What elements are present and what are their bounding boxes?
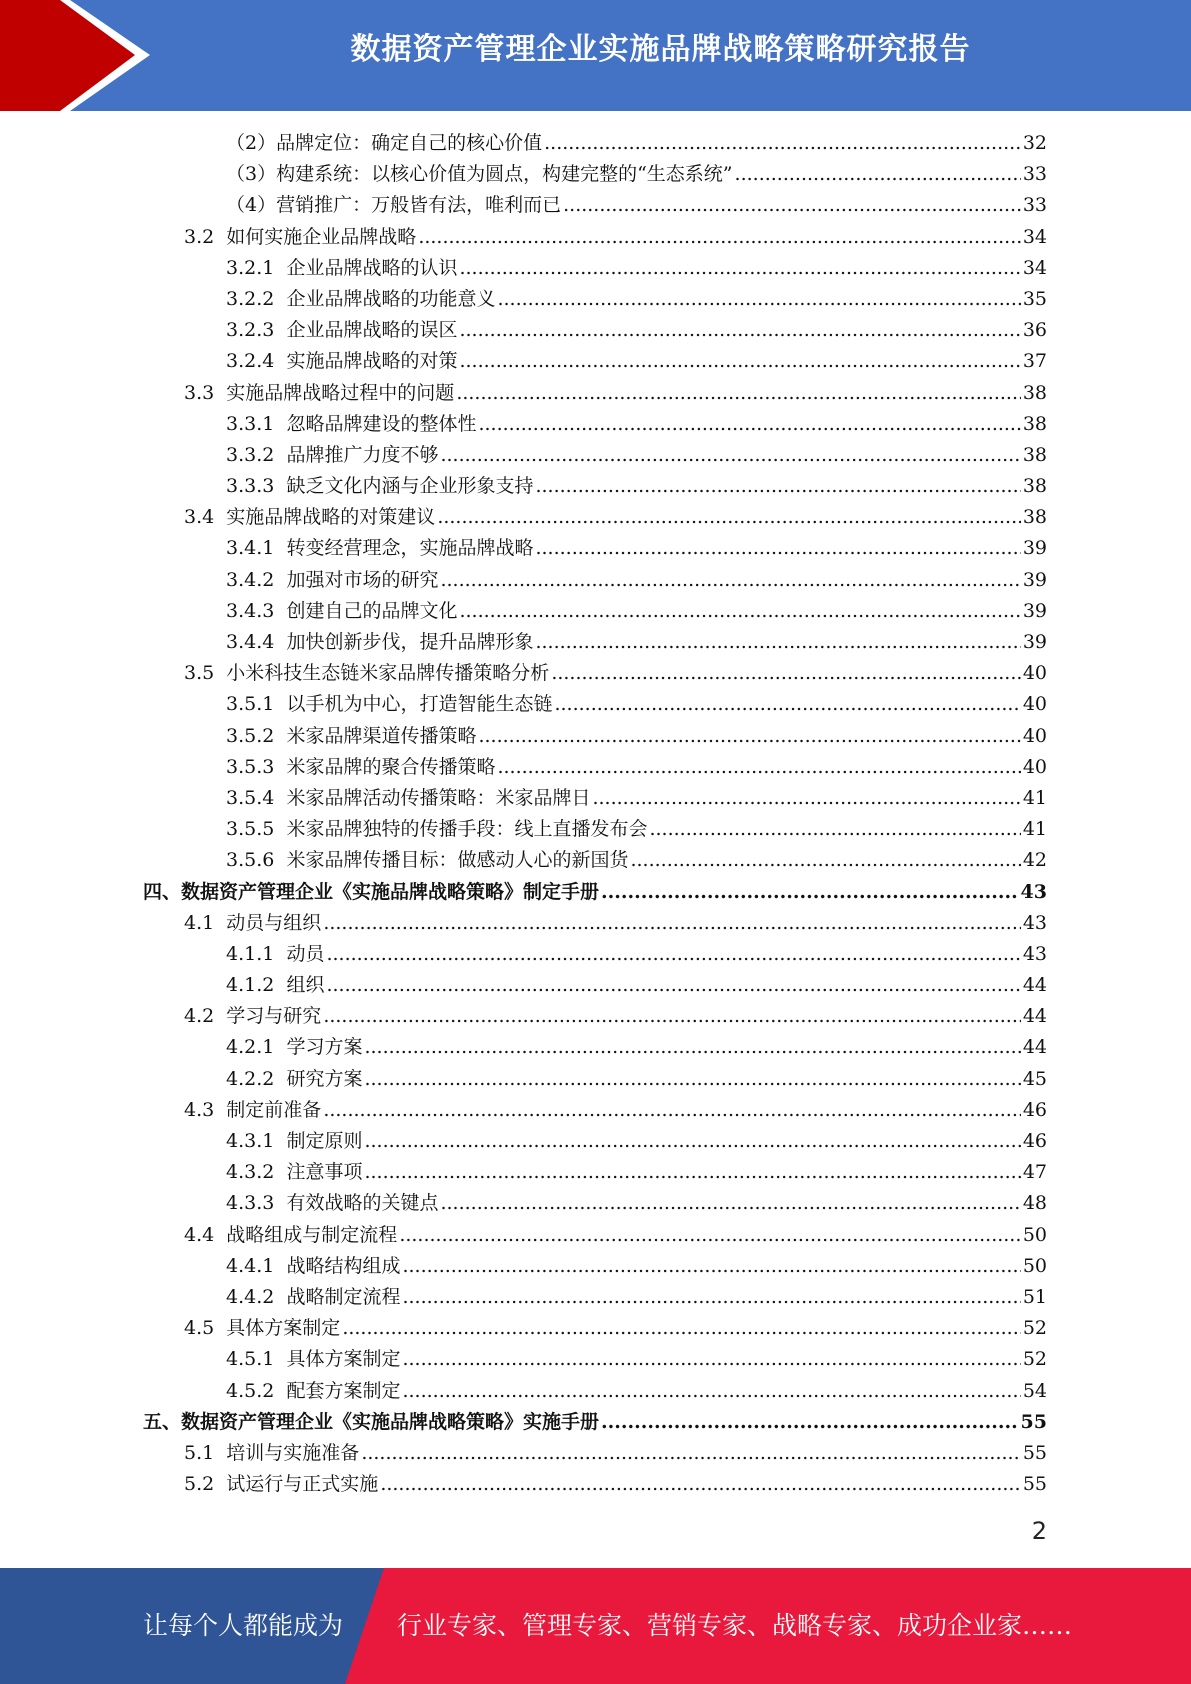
toc-entry-number: 3.4 [184, 506, 227, 529]
toc-dot-leader [535, 533, 1020, 564]
toc-entry[interactable] [0, 190, 1047, 221]
toc-dot-leader [323, 1095, 1021, 1126]
toc-entry-title: 小米科技生态链米家品牌传播策略分析 [226, 662, 550, 685]
toc-entry-title: 加强对市场的研究 [286, 568, 439, 591]
toc-entry-page: 43 [1022, 942, 1047, 965]
toc-entry-number: 3.2.3 [226, 319, 287, 342]
toc-dot-leader [402, 1376, 1020, 1407]
toc-entry-page: 35 [1022, 287, 1047, 310]
toc-entry[interactable] [0, 159, 1047, 190]
toc-entry-number: 3.2.2 [226, 287, 287, 310]
toc-entry-number: 四、 [143, 880, 182, 903]
page-header [0, 0, 1191, 111]
toc-entry-number: 4.3.3 [226, 1192, 287, 1215]
toc-entry-page: 41 [1022, 818, 1047, 841]
toc-entry-page: 38 [1022, 443, 1047, 466]
toc-dot-leader [364, 1126, 1020, 1157]
toc-dot-leader [399, 1220, 1021, 1251]
toc-entry-title: 加快创新步伐，提升品牌形象 [286, 631, 534, 653]
toc-dot-leader [361, 1438, 1021, 1469]
toc-entry-page: 44 [1022, 1005, 1047, 1028]
toc-entry[interactable] [0, 627, 1047, 658]
toc-entry-page: 52 [1022, 1317, 1047, 1340]
toc-entry-title: 学习方案 [286, 1036, 363, 1059]
toc-entry-title: 实施品牌战略过程中的问题 [226, 381, 455, 404]
toc-dot-leader [326, 939, 1020, 970]
toc-entry[interactable] [0, 658, 1047, 689]
toc-entry-page: 44 [1022, 1036, 1047, 1059]
toc-entry-title: 配套方案制定 [286, 1379, 401, 1402]
toc-entry-page: 39 [1022, 631, 1047, 653]
toc-entry-title: 数据资产管理企业《实施品牌战略策略》实施手册 [181, 1410, 600, 1433]
page-footer [0, 1568, 1191, 1684]
toc-entry-number: 4.5.1 [226, 1348, 287, 1371]
toc-entry-number: 3.3 [184, 381, 227, 404]
toc-entry[interactable] [0, 721, 1047, 752]
toc-entry-page: 52 [1022, 1348, 1047, 1371]
toc-entry[interactable] [0, 1251, 1047, 1282]
toc-entry-number: 3.3.1 [226, 412, 287, 435]
toc-entry[interactable] [0, 1188, 1047, 1219]
toc-entry-number: 3.5.3 [226, 755, 287, 778]
toc-entry[interactable] [0, 1407, 1047, 1438]
toc-dot-leader [649, 814, 1020, 845]
header-arrow-decoration [0, 0, 160, 111]
footer-slogan-left: 让每个人都能成为 [143, 1611, 344, 1640]
toc-dot-leader [402, 1282, 1020, 1313]
footer-slogan-right: 行业专家、管理专家、营销专家、战略专家、成功企业家…… [397, 1611, 1073, 1640]
toc-entry-page: 39 [1022, 568, 1047, 591]
toc-entry[interactable] [0, 877, 1047, 908]
toc-entry-title: 品牌定位：确定自己的核心价值 [276, 132, 543, 154]
toc-entry-page: 51 [1022, 1285, 1047, 1308]
toc-dot-leader [380, 1469, 1021, 1500]
toc-dot-leader [592, 783, 1020, 814]
toc-entry-page: 40 [1022, 755, 1047, 778]
toc-entry-number: 3.4.4 [226, 631, 287, 653]
toc-entry-page: 50 [1022, 1223, 1047, 1246]
toc-dot-leader [456, 378, 1021, 409]
toc-entry[interactable] [0, 939, 1047, 970]
toc-dot-leader [323, 908, 1021, 939]
toc-entry-number: （3） [226, 163, 277, 186]
toc-entry-page: 38 [1022, 506, 1047, 529]
toc-entry-number: 4.4 [184, 1223, 227, 1246]
toc-entry[interactable] [0, 128, 1047, 159]
toc-entry[interactable] [0, 1001, 1047, 1032]
toc-entry-title: 实施品牌战略的对策 [286, 350, 458, 373]
toc-entry-number: 4.3 [184, 1098, 227, 1121]
toc-entry[interactable] [0, 970, 1047, 1001]
toc-entry-title: 创建自己的品牌文化 [286, 599, 458, 622]
toc-entry[interactable] [0, 1344, 1047, 1375]
toc-dot-leader [437, 502, 1021, 533]
toc-entry-title: 战略组成与制定流程 [226, 1223, 398, 1246]
toc-entry-number: 4.3.2 [226, 1161, 287, 1184]
toc-entry[interactable] [0, 315, 1047, 346]
toc-entry-page: 43 [1022, 911, 1047, 934]
toc-dot-leader [364, 1032, 1020, 1063]
toc-entry-number: 4.1.1 [226, 942, 287, 965]
toc-dot-leader [497, 752, 1020, 783]
toc-entry-number: （2） [226, 132, 277, 154]
toc-entry-page: 40 [1022, 693, 1047, 716]
toc-dot-leader [497, 284, 1020, 315]
toc-dot-leader [342, 1313, 1021, 1344]
toc-entry-page: 33 [1022, 194, 1047, 217]
toc-entry[interactable] [0, 222, 1047, 253]
toc-entry-title: 转变经营理念，实施品牌战略 [286, 537, 534, 560]
toc-entry-title: 构建系统：以核心价值为圆点，构建完整的“生态系统” [276, 163, 733, 186]
toc-entry-page: 48 [1022, 1192, 1047, 1215]
toc-entry-number: 3.5 [184, 662, 227, 685]
toc-entry-title: 米家品牌的聚合传播策略 [286, 755, 496, 778]
toc-entry[interactable] [0, 596, 1047, 627]
toc-entry-page: 33 [1022, 163, 1047, 186]
toc-entry-number: 4.2.2 [226, 1067, 287, 1090]
toc-entry[interactable] [0, 1220, 1047, 1251]
toc-entry[interactable] [0, 1032, 1047, 1063]
toc-entry[interactable] [0, 346, 1047, 377]
toc-entry-page: 43 [1020, 880, 1047, 903]
toc-entry-title: 数据资产管理企业《实施品牌战略策略》制定手册 [181, 880, 600, 903]
toc-entry-page: 55 [1022, 1473, 1047, 1496]
toc-entry-page: 36 [1022, 319, 1047, 342]
toc-entry-number: 4.2.1 [226, 1036, 287, 1059]
toc-entry-page: 55 [1022, 1441, 1047, 1464]
toc-entry-title: 组织 [286, 974, 325, 997]
toc-dot-leader [402, 1344, 1020, 1375]
toc-entry-page: 41 [1022, 786, 1047, 809]
toc-entry[interactable] [0, 1282, 1047, 1313]
toc-entry[interactable] [0, 1095, 1047, 1126]
toc-entry-page: 37 [1022, 350, 1047, 373]
toc-dot-leader [440, 1188, 1020, 1219]
toc-dot-leader [601, 1407, 1019, 1438]
toc-entry-title: 营销推广：万般皆有法，唯利而已 [276, 194, 562, 217]
toc-dot-leader [440, 565, 1020, 596]
toc-entry-number: 3.5.5 [226, 818, 287, 841]
toc-entry-title: 企业品牌战略的认识 [286, 256, 458, 279]
toc-entry-title: 制定前准备 [226, 1098, 322, 1121]
toc-entry-title: 品牌推广力度不够 [286, 443, 439, 466]
toc-dot-leader [535, 471, 1020, 502]
toc-entry-page: 40 [1022, 724, 1047, 747]
toc-entry-number: 4.5 [184, 1317, 227, 1340]
toc-entry-title: 缺乏文化内涵与企业形象支持 [286, 475, 534, 498]
toc-entry-page: 39 [1022, 599, 1047, 622]
toc-entry-number: 4.3.1 [226, 1130, 287, 1152]
toc-dot-leader [326, 970, 1020, 1001]
toc-entry-title: 注意事项 [286, 1161, 363, 1184]
toc-entry-page: 45 [1022, 1067, 1047, 1090]
toc-entry-number: 4.2 [184, 1005, 227, 1028]
toc-entry[interactable] [0, 1469, 1047, 1500]
toc-entry-number: 3.5.4 [226, 786, 287, 809]
toc-entry[interactable] [0, 284, 1047, 315]
toc-dot-leader [551, 658, 1021, 689]
toc-dot-leader [601, 877, 1019, 908]
toc-entry[interactable] [0, 440, 1047, 471]
toc-entry-page: 34 [1022, 256, 1047, 279]
toc-entry[interactable] [0, 1313, 1047, 1344]
toc-entry[interactable] [0, 814, 1047, 845]
toc-entry-page: 47 [1022, 1161, 1047, 1184]
toc-dot-leader [364, 1157, 1020, 1188]
toc-entry-title: 实施品牌战略的对策建议 [226, 506, 436, 529]
document-title: 数据资产管理企业实施品牌战略策略研究报告 [350, 32, 971, 67]
toc-entry-number: 4.1 [184, 911, 227, 934]
toc-entry-page: 46 [1022, 1130, 1047, 1152]
toc-dot-leader [459, 315, 1020, 346]
toc-entry[interactable] [0, 533, 1047, 564]
toc-entry-page: 50 [1022, 1254, 1047, 1277]
toc-dot-leader [402, 1251, 1020, 1282]
toc-entry-title: 试运行与正式实施 [226, 1473, 379, 1496]
toc-entry-number: 3.4.2 [226, 568, 287, 591]
toc-entry-page: 54 [1022, 1379, 1047, 1402]
toc-entry-title: 企业品牌战略的功能意义 [286, 287, 496, 310]
toc-entry-title: 以手机为中心，打造智能生态链 [286, 693, 553, 716]
toc-entry-page: 38 [1022, 412, 1047, 435]
toc-entry-page: 42 [1022, 849, 1047, 872]
toc-entry-number: 5.2 [184, 1473, 227, 1496]
toc-entry-title: 具体方案制定 [226, 1317, 341, 1340]
toc-entry-page: 40 [1022, 662, 1047, 685]
toc-dot-leader [323, 1001, 1021, 1032]
toc-entry-number: 五、 [143, 1410, 182, 1433]
toc-dot-leader [563, 190, 1021, 221]
toc-entry[interactable] [0, 1157, 1047, 1188]
toc-dot-leader [459, 346, 1020, 377]
toc-entry-number: 3.2.1 [226, 256, 287, 279]
toc-entry-title: 企业品牌战略的误区 [286, 319, 458, 342]
toc-entry[interactable] [0, 845, 1047, 876]
toc-entry-title: 战略结构组成 [286, 1254, 401, 1277]
toc-entry[interactable] [0, 409, 1047, 440]
toc-entry[interactable] [0, 253, 1047, 284]
toc-entry-page: 34 [1022, 225, 1047, 248]
page-number: 2 [1031, 1517, 1047, 1545]
toc-dot-leader [440, 440, 1020, 471]
toc-entry-page: 39 [1022, 537, 1047, 560]
table-of-contents [0, 128, 1191, 1500]
toc-dot-leader [554, 689, 1020, 720]
toc-dot-leader [364, 1064, 1020, 1095]
toc-dot-leader [418, 222, 1021, 253]
toc-entry[interactable] [0, 502, 1047, 533]
toc-entry-page: 55 [1020, 1410, 1047, 1433]
toc-entry-number: 3.5.1 [226, 693, 287, 716]
toc-entry-title: 具体方案制定 [286, 1348, 401, 1371]
toc-entry-page: 38 [1022, 381, 1047, 404]
toc-entry[interactable] [0, 752, 1047, 783]
toc-entry-title: 培训与实施准备 [226, 1441, 360, 1464]
toc-dot-leader [735, 159, 1021, 190]
toc-entry-title: 忽略品牌建设的整体性 [286, 412, 477, 435]
toc-entry-title: 研究方案 [286, 1067, 363, 1090]
toc-entry-title: 动员与组织 [226, 911, 322, 934]
toc-entry[interactable] [0, 378, 1047, 409]
toc-entry-page: 38 [1022, 475, 1047, 498]
toc-entry-number: 3.5.2 [226, 724, 287, 747]
toc-entry-number: 4.5.2 [226, 1379, 287, 1402]
toc-entry-number: 3.3.2 [226, 443, 287, 466]
toc-entry[interactable] [0, 1126, 1047, 1157]
toc-dot-leader [535, 627, 1020, 658]
toc-entry[interactable] [0, 471, 1047, 502]
toc-dot-leader [630, 845, 1020, 876]
toc-entry-number: 4.4.1 [226, 1254, 287, 1277]
toc-entry-number: 5.1 [184, 1441, 227, 1464]
toc-entry-number: 3.3.3 [226, 475, 287, 498]
toc-entry-title: 学习与研究 [226, 1005, 322, 1028]
toc-entry-page: 44 [1022, 974, 1047, 997]
toc-entry-title: 动员 [286, 942, 325, 965]
toc-entry-title: 有效战略的关键点 [286, 1192, 439, 1215]
toc-entry[interactable] [0, 1438, 1047, 1469]
toc-entry[interactable] [0, 1376, 1047, 1407]
toc-entry-page: 46 [1022, 1098, 1047, 1121]
toc-entry-page: 32 [1022, 132, 1047, 154]
toc-entry-title: 米家品牌独特的传播手段：线上直播发布会 [286, 818, 648, 841]
toc-entry-title: 战略制定流程 [286, 1285, 401, 1308]
toc-entry-title: 制定原则 [286, 1130, 363, 1152]
toc-entry[interactable] [0, 689, 1047, 720]
toc-entry-title: 米家品牌传播目标：做感动人心的新国货 [286, 849, 629, 872]
toc-entry[interactable] [0, 908, 1047, 939]
toc-dot-leader [478, 409, 1020, 440]
toc-entry-number: 3.5.6 [226, 849, 287, 872]
toc-entry-title: 米家品牌活动传播策略：米家品牌日 [286, 786, 591, 809]
toc-entry-number: 3.2.4 [226, 350, 287, 373]
toc-entry-title: 米家品牌渠道传播策略 [286, 724, 477, 747]
toc-entry-number: 4.4.2 [226, 1285, 287, 1308]
toc-dot-leader [459, 596, 1020, 627]
toc-entry-number: 3.2 [184, 225, 227, 248]
toc-entry[interactable] [0, 565, 1047, 596]
toc-entry-title: 如何实施企业品牌战略 [226, 225, 417, 248]
toc-entry-number: 3.4.3 [226, 599, 287, 622]
toc-entry[interactable] [0, 783, 1047, 814]
toc-dot-leader [459, 253, 1020, 284]
toc-entry-number: 3.4.1 [226, 537, 287, 560]
toc-dot-leader [478, 721, 1020, 752]
toc-entry-number: （4） [226, 194, 277, 217]
toc-entry[interactable] [0, 1064, 1047, 1095]
toc-entry-number: 4.1.2 [226, 974, 287, 997]
toc-dot-leader [544, 128, 1021, 159]
